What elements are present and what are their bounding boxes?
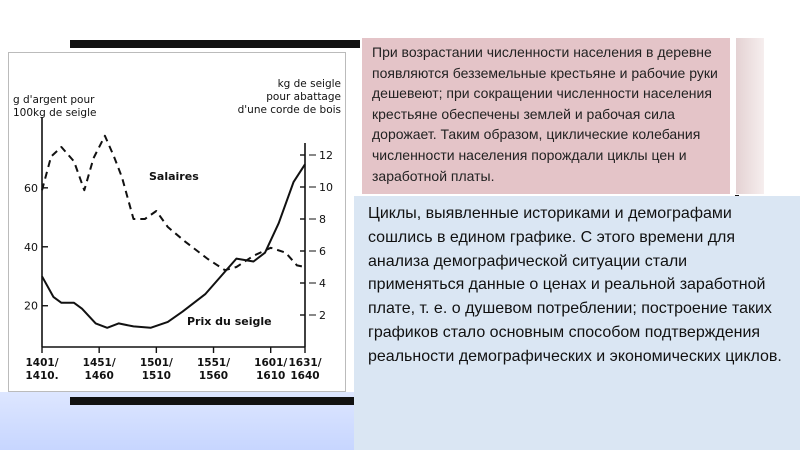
prix-series-line <box>42 164 305 327</box>
x-tick-label: 1460 <box>84 370 114 382</box>
series-label: Salaires <box>149 170 199 183</box>
right-axis-label: kg de seigle <box>277 78 341 90</box>
right-tick-label: 4 <box>319 277 326 290</box>
cycles-paragraph: Циклы, выявленные историками и демографами сошлись в едином графике. С этого времени для анализа демографической ситуации стали применяться данные о ценах и реальной заработной плате, т. е. о душевом потреблении; построение таких графиков стало основным способом подтверждения реальности демографических и экономических циклов. <box>368 205 782 365</box>
chart-series <box>42 136 305 328</box>
left-axis-label: 100kg de seigle <box>13 107 97 119</box>
right-axis-label: d'une corde de bois <box>237 104 341 116</box>
chart-axes <box>42 117 305 347</box>
x-tick-label: 1560 <box>198 370 229 382</box>
wage-price-chart <box>9 53 345 391</box>
decor-pink-shadow <box>736 38 764 194</box>
x-tick-label: 1631/ <box>288 357 322 369</box>
left-tick-label: 40 <box>24 240 38 254</box>
chart-panel <box>8 52 346 392</box>
text-box-population <box>362 38 730 194</box>
right-axis-label: pour abattage <box>266 91 341 103</box>
x-tick-label: 1510 <box>141 370 171 382</box>
decor-top-bar <box>70 40 360 48</box>
series-label: Prix du seigle <box>187 315 272 328</box>
text-box-cycles <box>354 196 800 450</box>
right-tick-label: 10 <box>319 181 333 194</box>
x-tick-label: 1551/ <box>196 357 231 369</box>
x-tick-label: 1501/ <box>139 357 173 369</box>
x-tick-label: 1410. <box>25 370 59 382</box>
x-tick-label: 1640 <box>290 370 320 382</box>
decor-bottom-bar <box>70 397 360 405</box>
chart-labels <box>13 78 341 119</box>
x-tick-label: 1601/ <box>254 357 288 369</box>
left-tick-label: 20 <box>24 299 38 313</box>
left-tick-label: 60 <box>24 181 38 195</box>
x-tick-label: 1610 <box>256 370 286 382</box>
right-tick-label: 6 <box>319 245 326 258</box>
right-tick-label: 8 <box>319 213 326 226</box>
x-tick-label: 1451/ <box>82 357 116 369</box>
right-tick-label: 2 <box>319 309 326 322</box>
population-paragraph: При возрастании численности населения в деревне появляются безземельные крестьяне и рабочие руки дешевеют; при сокращении численности населения крестьяне обеспечены землей и рабочая сила дорожает. Таким образом, циклические колебания численности населения порождали циклы цен и заработной платы. <box>372 44 718 184</box>
left-axis-label: g d'argent pour <box>13 94 95 106</box>
right-tick-label: 12 <box>319 149 333 162</box>
x-tick-label: 1401/ <box>25 357 59 369</box>
